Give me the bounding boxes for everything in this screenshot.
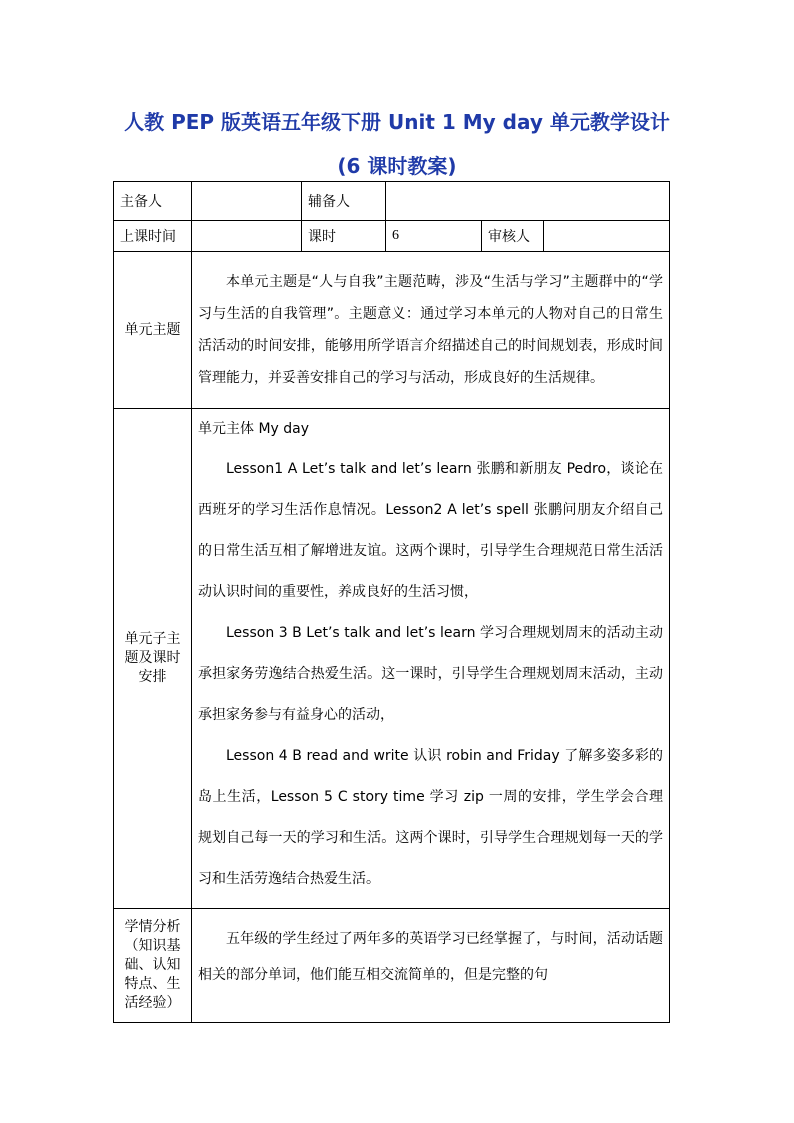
sub-theme-paragraph: Lesson 4 B read and write 认识 robin and Friday 了解多姿多彩的岛上生活，Lesson 5 C story time 学习 zip 一周的安排，学生学会合理规划自己每一天的学习和生活。这两个课时，引导学生合理规划每一天的学习和生活劳逸结合热爱生活。 xyxy=(198,748,664,887)
sub-theme-heading: 单元主体 My day xyxy=(198,421,310,437)
sub-theme-label-line: 单元子主 xyxy=(124,631,181,647)
page-subtitle: (6 课时教案) xyxy=(337,154,457,178)
table-row xyxy=(114,909,670,1023)
lesson-count-label: 课时 xyxy=(302,221,386,252)
lead-preparer-label: 主备人 xyxy=(114,182,192,221)
table-row xyxy=(114,182,670,221)
assistant-preparer-value xyxy=(386,182,670,221)
class-time-value xyxy=(192,221,302,252)
student-analysis-text: 五年级的学生经过了两年多的英语学习已经掌握了，与时间，活动话题相关的部分单词，他们能互相交流简单的，但是完整的句 xyxy=(198,931,664,983)
student-analysis-label-line: 活经验） xyxy=(124,995,181,1011)
reviewer-value xyxy=(544,221,670,252)
table-row xyxy=(114,252,670,409)
lesson-plan-table xyxy=(113,181,670,1023)
sub-theme-label-line: 题及课时 xyxy=(124,650,181,666)
student-analysis-label-line: （知识基 xyxy=(124,938,181,954)
sub-theme-label xyxy=(114,409,192,909)
class-time-label: 上课时间 xyxy=(114,221,192,252)
unit-theme-text: 本单元主题是“人与自我”主题范畴，涉及“生活与学习”主题群中的“学习与生活的自我管理”。主题意义：通过学习本单元的人物对自己的日常生活活动的时间安排，能够用所学语言介绍描述自己的时间规划表，形成时间管理能力，并妥善安排自己的学习与活动，形成良好的生活规律。 xyxy=(198,274,664,386)
unit-theme-label: 单元主题 xyxy=(114,252,192,409)
student-analysis-label-line: 特点、生 xyxy=(124,976,181,992)
student-analysis-cell xyxy=(192,909,670,1023)
lead-preparer-value xyxy=(192,182,302,221)
sub-theme-cell xyxy=(192,409,670,909)
sub-theme-paragraph: Lesson 3 B Let’s talk and let’s learn 学习合理规划周末的活动主动承担家务劳逸结合热爱生活。这一课时，引导学生合理规划周末活动，主动承担家务参与有益身心的活动， xyxy=(198,625,664,723)
table-row xyxy=(114,221,670,252)
unit-theme-cell xyxy=(192,252,670,409)
sub-theme-label-line: 安排 xyxy=(138,669,167,685)
student-analysis-label xyxy=(114,909,192,1023)
reviewer-label: 审核人 xyxy=(482,221,544,252)
table-row xyxy=(114,409,670,909)
student-analysis-label-line: 础、认知 xyxy=(124,957,181,973)
lesson-count-value: 6 xyxy=(386,221,482,252)
assistant-preparer-label: 辅备人 xyxy=(302,182,386,221)
student-analysis-label-line: 学情分析 xyxy=(124,919,181,935)
sub-theme-paragraph: Lesson1 A Let’s talk and let’s learn 张鹏和新朋友 Pedro，谈论在西班牙的学习生活作息情况。Lesson2 A let’s spell 张鹏问朋友介绍自己的日常生活互相了解增进友谊。这两个课时，引导学生合理规范日常生活活动认识时间的重要性，养成良好的生活习惯， xyxy=(198,461,664,600)
page-title: 人教 PEP 版英语五年级下册 Unit 1 My day 单元教学设计 xyxy=(124,110,670,134)
